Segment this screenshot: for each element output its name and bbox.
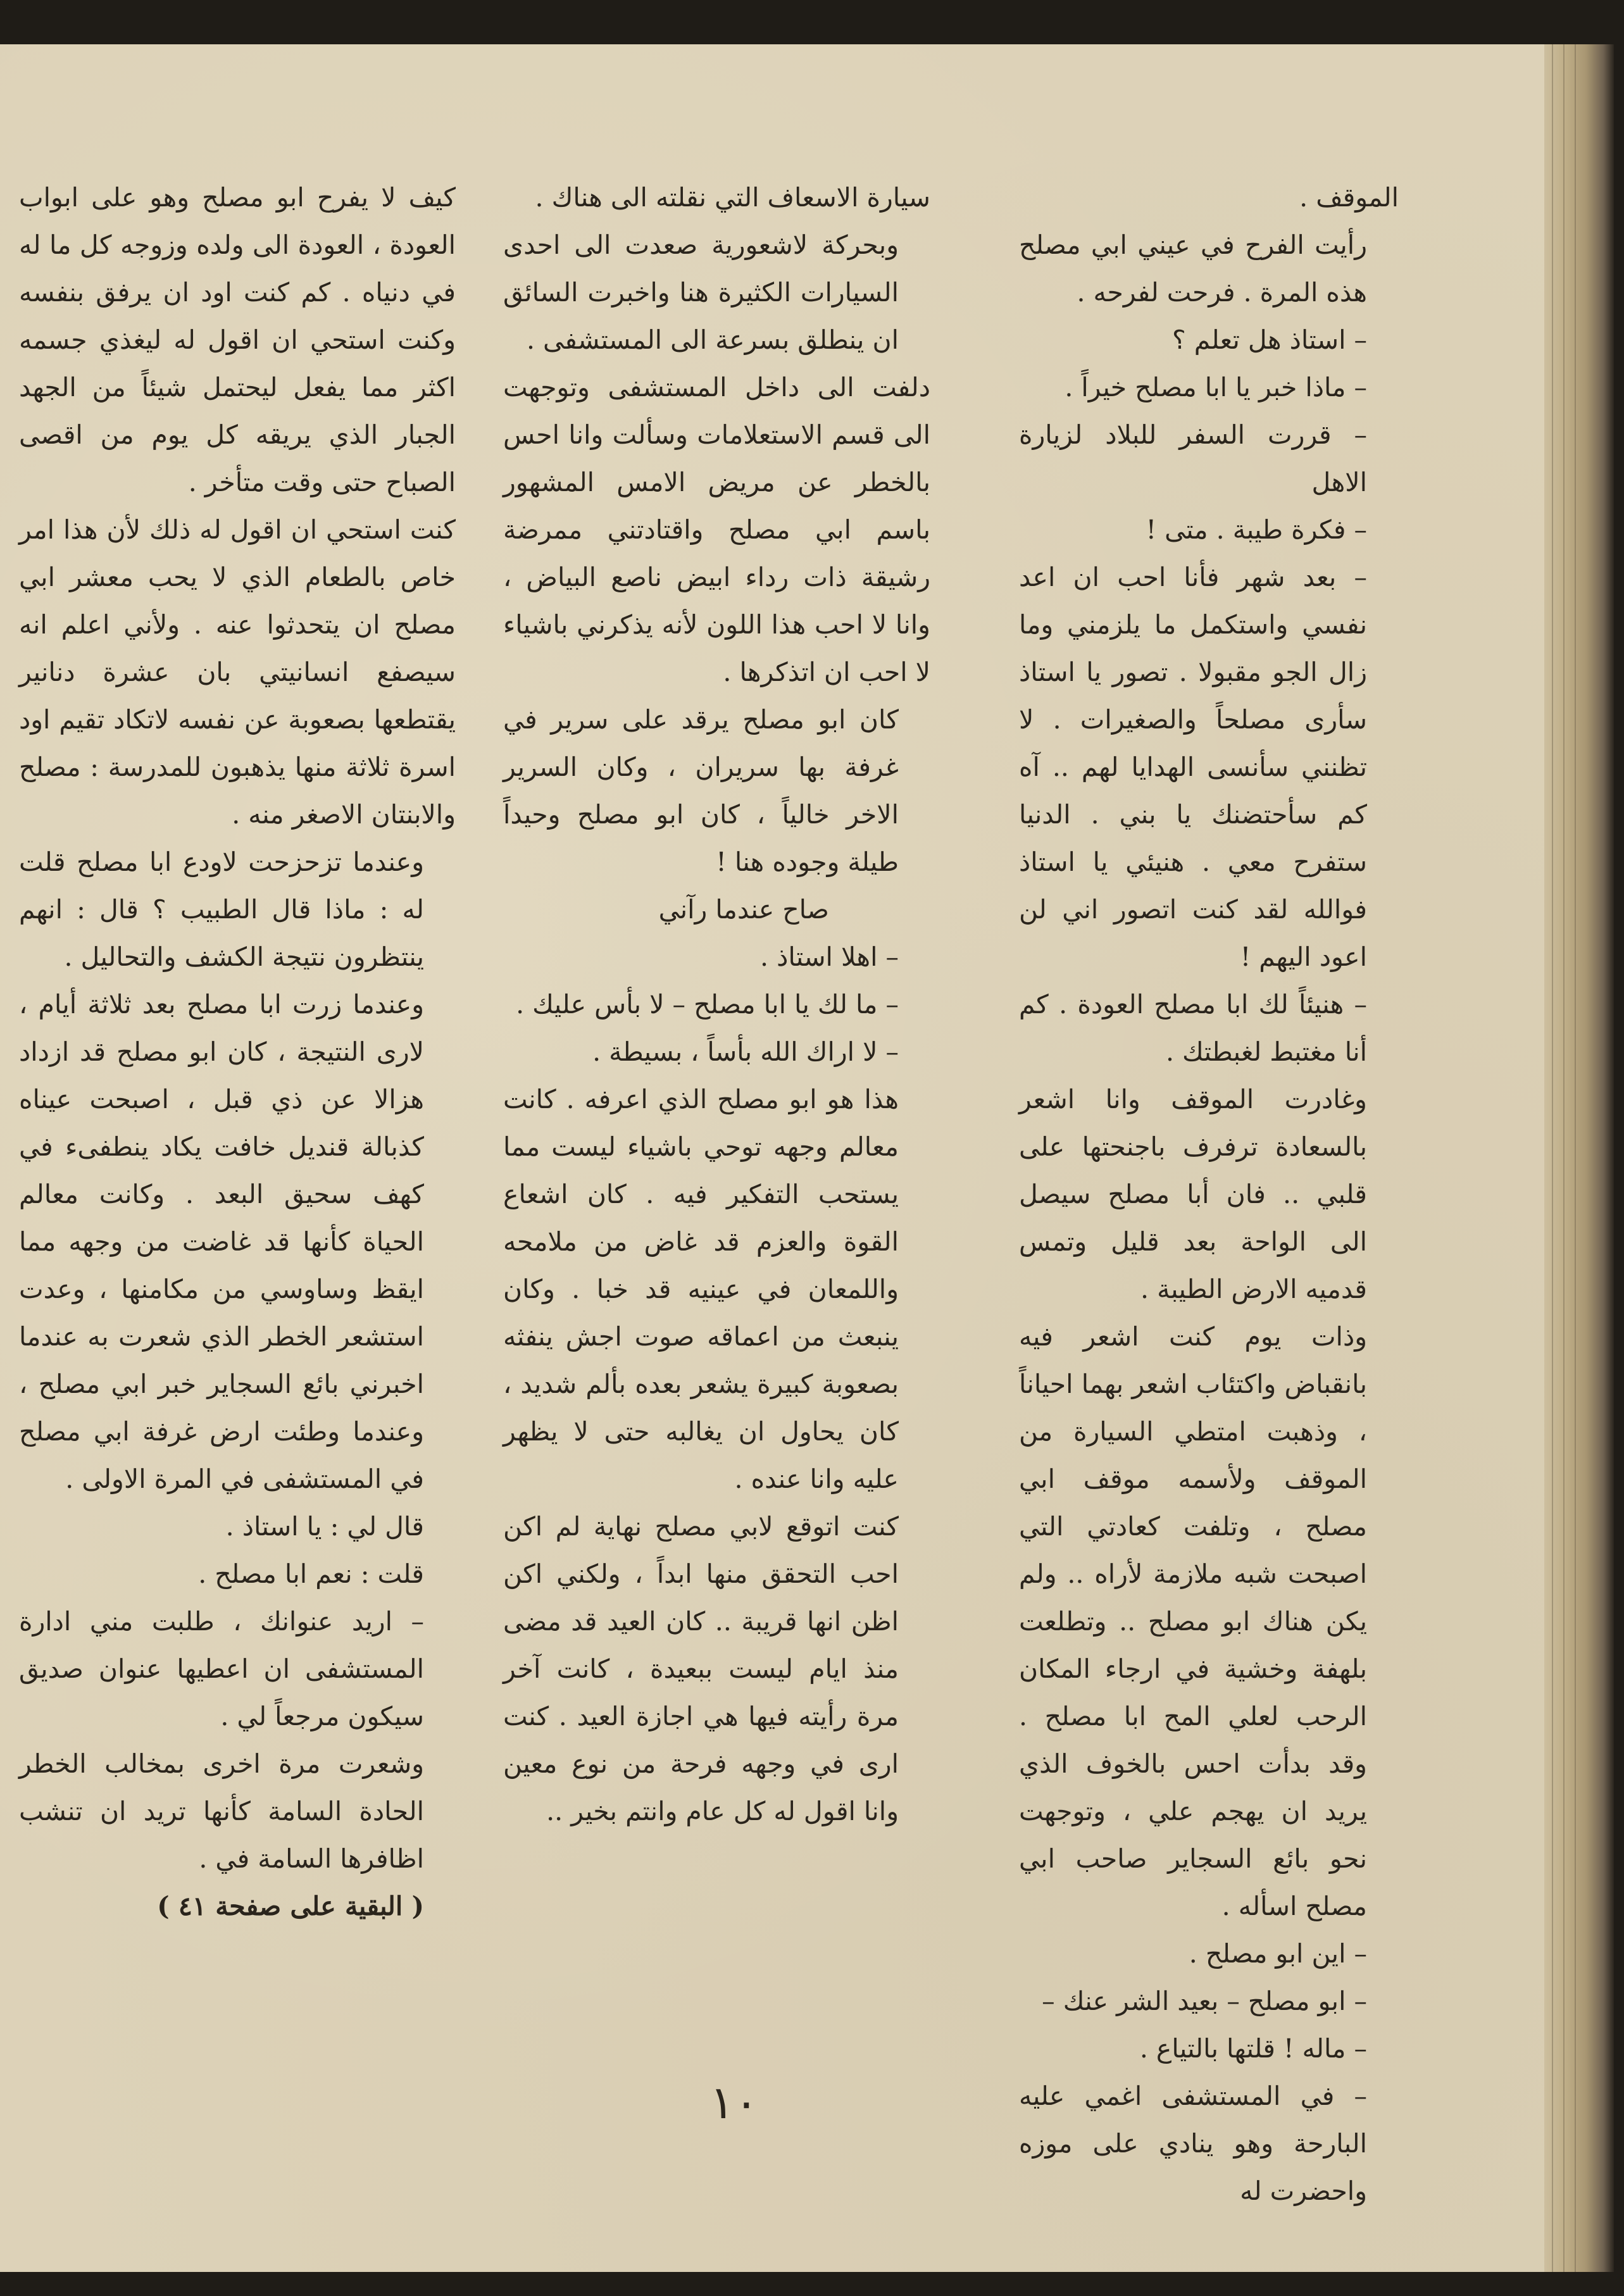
paragraph: وذات يوم كنت اشعر فيه بانقباض واكتئاب اشعر بهما احياناً ، وذهبت امتطي السيارة من الموقف ولأسمه موقف ابي مصلح ، وتلفت كعادتي التي اصبحت شبه ملازمة لأراه .. ولم يكن هناك ابو مصلح .. وتطلعت بلهفة وخشية في ارجاء المكان الرحب لعلي المح ابا مصلح . وقد بدأت احس بالخوف الذي يريد ان يهجم علي ، وتوجهت نحو بائع السجاير صاحب ابي مصلح اسأله . <box>1019 1321 1367 1921</box>
paragraph: هذا هو ابو مصلح الذي اعرفه . كانت معالم وجهه توحي باشياء ليست مما يستحب التفكير فيه . كان اشعاع القوة والعزم قد غاض من ملامحه واللمعان في عينيه قد خبا . وكان ينبعث من اعماقه صوت اجش ينفثه بصعوبة كبيرة يشعر بعده بألم شديد ، كان يحاول ان يغالبه حتى لا يظهر عليه وانا عنده . <box>503 1084 899 1494</box>
dialogue-line: – اهلا استاذ . <box>760 942 899 972</box>
paragraph: رأيت الفرح في عيني ابي مصلح هذه المرة . فرحت لفرحه . <box>1019 230 1367 308</box>
page-edge-line <box>1563 44 1565 2272</box>
page-stack-edge <box>1544 44 1614 2272</box>
paragraph: كنت اتوقع لابي مصلح نهاية لم اكن احب التحقق منها ابداً ، ولكني اكن اظن انها قريبة .. كان العيد قد مضى منذ ايام ليست ببعيدة ، كانت آخر مرة رأيته فيها هي اجازة العيد . كنت ارى في وجهه فرحة من نوع معين وانا اقول له كل عام وانتم بخير .. <box>503 1511 899 1826</box>
dialogue-line: – ما لك يا ابا مصلح – لا بأس عليك . <box>516 989 899 1020</box>
paragraph: وغادرت الموقف وانا اشعر بالسعادة ترفرف باجنحتها على قلبي .. فان أبا مصلح سيصل الى الواحة بعد قليل وتمس قدميه الارض الطيبة . <box>1019 1084 1367 1304</box>
paragraph: كيف لا يفرح ابو مصلح وهو على ابواب العودة ، العودة الى ولده وزوجه كل ما له في دنياه . كم كنت اود ان يرفق بنفسه وكنت استحي ان اقول له ليغذي جسمه اكثر مما يفعل ليحتمل شيئاً من الجهد الجبار الذي يريقه كل يوم من اقصى الصباح حتى وقت متأخر . <box>19 182 456 497</box>
dialogue-line: – لا اراك الله بأساً ، بسيطة . <box>592 1037 899 1067</box>
dialogue-line: – في المستشفى اغمي عليه البارحة وهو ينادي على موزه واحضرت له <box>1019 2081 1367 2206</box>
paragraph: كنت استحي ان اقول له ذلك لأن هذا امر خاص بالطعام الذي لا يحب معشر ابي مصلح ان يتحدثوا عنه . ولأني اعلم انه سيصفع انسانيتي بان عشرة دنانير يقتطعها بصعوبة عن نفسه لاتكاد تقيم اود اسرة ثلاثة منها يذهبون للمدرسة : مصلح والابنتان الاصغر منه . <box>19 515 456 830</box>
continuation-note: ( البقية على صفحة ٤١ ) <box>157 1891 424 1921</box>
page-edge-line <box>1575 44 1576 2272</box>
dialogue-line: – استاذ هل تعلم ؟ <box>1172 325 1367 355</box>
dialogue-line: – ماله ! قلتها بالتياع . <box>1139 2033 1367 2064</box>
paragraph: سيارة الاسعاف التي نقلته الى هناك . <box>535 182 930 213</box>
paragraph: الموقف . <box>1299 182 1399 213</box>
dialogue-line: قال لي : يا استاذ . <box>225 1511 424 1542</box>
dialogue-line: – اريد عنوانك ، طلبت مني ادارة المستشفى ان اعطيها عنوان صديق سيكون مرجعاً لي . <box>19 1606 424 1731</box>
dialogue-line: – ماذا خبر يا ابا مصلح خيراً . <box>1065 372 1367 402</box>
paragraph: وبحركة لاشعورية صعدت الى احدى السيارات الكثيرة هنا واخبرت السائق ان ينطلق بسرعة الى المستشفى . <box>503 230 899 355</box>
page-edge-line <box>1552 44 1553 2272</box>
paragraph: دلفت الى داخل المستشفى وتوجهت الى قسم الاستعلامات وسألت وانا احس بالخطر عن مريض الامس المشهور باسم ابي مصلح واقتادتني ممرضة رشيقة ذات رداء ابيض ناصع البياض ، وانا لا احب هذا اللون لأنه يذكرني باشياء لا احب ان اتذكرها . <box>503 372 930 687</box>
dialogue-line: – ابو مصلح – بعيد الشر عنك – <box>1042 1986 1367 2016</box>
paragraph: صاح عندما رآني <box>658 894 829 925</box>
paragraph: وعندما زرت ابا مصلح بعد ثلاثة أيام ، لارى النتيجة ، كان ابو مصلح قد ازداد هزالا عن ذي قبل ، اصبحت عيناه كذبالة قنديل خافت يكاد ينطفىء في كهف سحيق البعد . وكانت معالم الحياة كأنها قد غاضت من وجهه مما ايقظ وساوسي من مكامنها ، وعدت استشعر الخطر الذي شعرت به عندما اخبرني بائع السجاير خبر ابي مصلح ، وعندما وطئت ارض غرفة ابي مصلح في المستشفى في المرة الاولى . <box>19 989 424 1494</box>
dialogue-line: قلت : نعم ابا مصلح . <box>198 1559 424 1589</box>
paragraph: وعندما تزحزحت لاودع ابا مصلح قلت له : ماذا قال الطبيب ؟ قال : انهم ينتظرون نتيجة الكشف والتحاليل . <box>19 847 424 972</box>
page-number: ١٠ <box>709 2076 759 2129</box>
dialogue-line: – بعد شهر فأنا احب ان اعد نفسي واستكمل ما يلزمني وما زال الجو مقبولا . تصور يا استاذ سأرى مصلحاً والصغيرات . لا تظنني سأنسى الهدايا لهم .. آه كم سأحتضنك يا بني . الدنيا ستفرح معي . هنيئي يا استاذ فوالله لقد كنت اتصور اني لن اعود اليهم ! <box>1019 562 1367 972</box>
text-column-right <box>1019 174 1399 2215</box>
text-column-left <box>19 174 456 1930</box>
dialogue-line: – اين ابو مصلح . <box>1189 1938 1367 1969</box>
paragraph: كان ابو مصلح يرقد على سرير في غرفة بها سريران ، وكان السرير الاخر خالياً ، كان ابو مصلح وحيداً طيلة وجوده هنا ! <box>503 704 899 877</box>
text-column-middle <box>503 174 930 1835</box>
dialogue-line: – فكرة طيبة . متى ! <box>1146 515 1367 545</box>
dialogue-line: – هنيئاً لك ابا مصلح العودة . كم أنا مغتبط لغبطتك . <box>1019 989 1367 1067</box>
paragraph: وشعرت مرة اخرى بمخالب الخطر الحادة السامة كأنها تريد ان تنشب اظافرها السامة في . <box>19 1749 424 1874</box>
dialogue-line: – قررت السفر للبلاد لزيارة الاهل <box>1019 420 1367 497</box>
